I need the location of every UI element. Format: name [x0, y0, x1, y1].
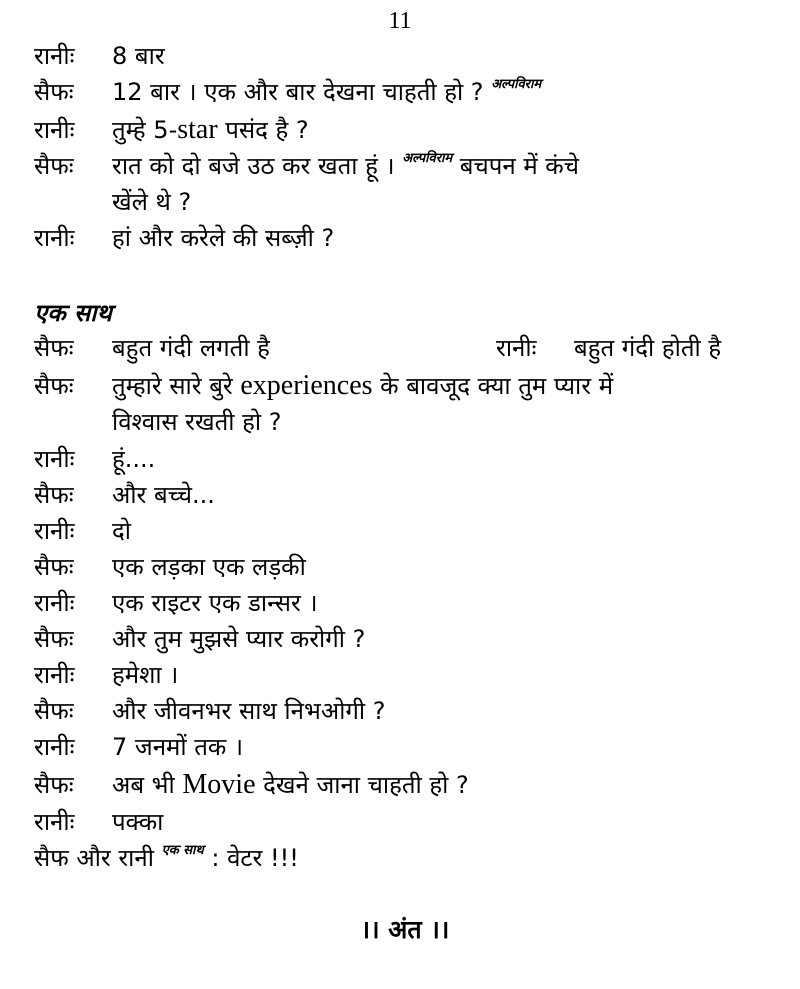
- dialogue-text: 7 जनमों तक ।: [112, 733, 244, 761]
- dialogue-text: हमेशा ।: [112, 661, 179, 689]
- speaker-label: रानीः: [34, 733, 75, 761]
- dialogue-text: हां और करेले की सब्ज़ी ?: [112, 224, 335, 252]
- dialogue-text: एक लड़का एक लड़की: [112, 553, 306, 581]
- dialogue-line: [112, 769, 469, 801]
- dialogue-text: हूं....: [112, 445, 156, 473]
- dialogue-text: के बावजूद क्या तुम प्यार में: [372, 372, 614, 400]
- dialogue-text: अब भी: [112, 771, 183, 799]
- dialogue-continuation: खेंले थे ?: [112, 188, 192, 216]
- speaker-label: सैफः: [34, 334, 74, 362]
- page-number: 11: [388, 8, 412, 34]
- speaker-label: रानीः: [34, 808, 75, 836]
- speaker-label: रानीः: [34, 445, 75, 473]
- dialogue-text: तुम्हारे सारे बुरे: [112, 372, 241, 400]
- speaker-label: सैफः: [34, 697, 74, 725]
- dialogue-continuation: विश्वास रखती हो ?: [112, 408, 282, 436]
- speaker-label: सैफः: [34, 372, 74, 400]
- dialogue-text: 8 बार: [112, 42, 165, 70]
- final-line: [34, 842, 299, 879]
- dialogue-text: देखने जाना चाहती हो ?: [255, 771, 469, 799]
- dialogue-line: [112, 76, 541, 113]
- end-marker: ।। अंत ।।: [360, 915, 450, 944]
- dialogue-text: बहुत गंदी लगती है: [112, 334, 270, 362]
- dialogue-text: : वेटर !!!: [211, 844, 299, 872]
- dialogue-line: [112, 150, 579, 187]
- speaker-label: रानीः: [34, 517, 75, 545]
- speaker-label: सैफः: [34, 625, 74, 653]
- dialogue-text: पसंद है ?: [217, 116, 309, 144]
- english-word: Movie: [182, 769, 256, 800]
- dialogue-text: रात को दो बजे उठ कर खता हूं ।: [112, 152, 395, 180]
- speaker-label: रानीः: [34, 589, 75, 617]
- dialogue-text: पक्का: [112, 808, 164, 836]
- speaker-label: रानीः: [496, 334, 537, 362]
- dialogue-text: एक राइटर एक डान्सर ।: [112, 589, 318, 617]
- stage-note: अल्पविराम: [402, 151, 453, 166]
- dialogue-text: और तुम मुझसे प्यार करोगी ?: [112, 625, 366, 653]
- dialogue-line: [112, 370, 613, 402]
- speaker-label: सैफः: [34, 481, 74, 509]
- speaker-label: रानीः: [34, 116, 75, 144]
- speaker-label: सैफः: [34, 771, 74, 799]
- dialogue-text: बहुत गंदी होती है: [574, 334, 722, 362]
- stage-note: अल्पविराम: [491, 77, 542, 92]
- speaker-label: रानीः: [34, 42, 75, 70]
- dialogue-text: दो: [112, 517, 131, 545]
- stage-note: एक साथ: [161, 843, 204, 858]
- speaker-label: सैफः: [34, 152, 74, 180]
- dialogue-text: सैफ और रानी: [34, 844, 154, 872]
- dialogue-text: 12 बार । एक और बार देखना चाहती हो ?: [112, 78, 484, 106]
- english-word: star: [177, 114, 218, 145]
- speaker-label: सैफः: [34, 553, 74, 581]
- dialogue-text: और बच्चे...: [112, 481, 215, 509]
- speaker-label: रानीः: [34, 661, 75, 689]
- section-heading: एक साथ: [34, 299, 112, 327]
- dialogue-text: और जीवनभर साथ निभओगी ?: [112, 697, 386, 725]
- speaker-label: रानीः: [34, 224, 75, 252]
- speaker-label: सैफः: [34, 78, 74, 106]
- dialogue-text: तुम्हे 5-: [112, 116, 178, 144]
- english-word: experiences: [240, 370, 373, 401]
- dialogue-line: [112, 114, 309, 146]
- dialogue-text: बचपन में कंचे: [452, 152, 579, 180]
